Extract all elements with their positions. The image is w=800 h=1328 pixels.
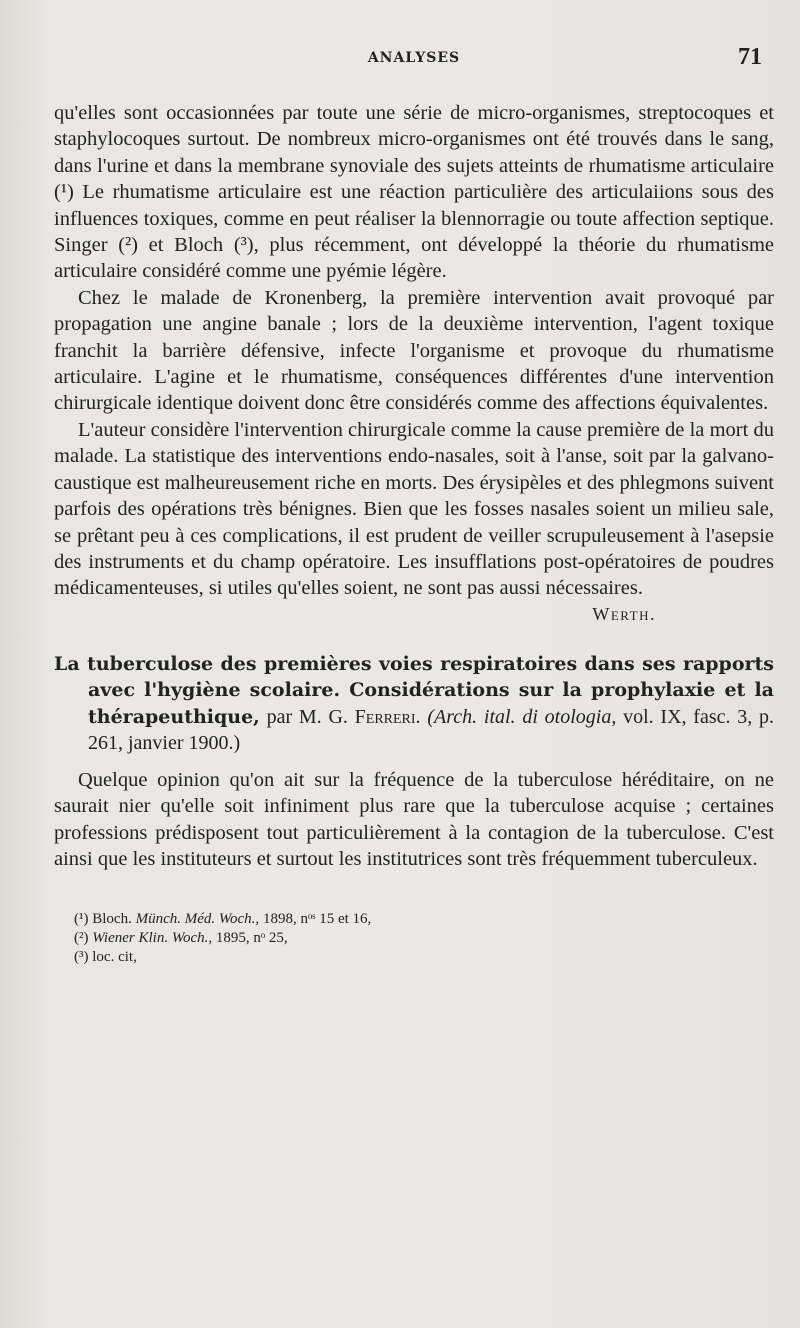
footnote-source: Bloch. [92, 911, 132, 928]
footnote-detail: 1898, nᵒˢ 15 et 16, [262, 911, 372, 928]
footnote-marker: (¹) [74, 911, 89, 928]
paragraph: Chez le malade de Kronenberg, la première intervention avait provoqué par propagation une angine banale ; lors de la deuxième intervention, l'agent toxique franchit la barrière défensive, infecte l'organisme et provoque du rhumatisme articulaire. L'agine et le rhumatisme, conséquences différentes d'une intervention chirurgicale identique doivent donc être considérés comme des affections équivalentes. [54, 286, 774, 415]
page-number: 71 [738, 44, 762, 70]
paragraph: Quelque opinion qu'on ait sur la fréquence de la tuberculose héréditaire, on ne saurait nier qu'elle soit infiniment plus rare que la tuberculose acquise ; certaines professions prédisposent tout particulièrement à la contagion de la tuberculose. C'est ainsi que les instituteurs et surtout les institutrices sont très fréquemment tuberculeux. [54, 768, 774, 870]
footnote [74, 910, 774, 929]
article-journal: (Arch. ital. di otologia, [427, 705, 617, 728]
paragraph: L'auteur considère l'intervention chirurgicale comme la cause première de la mort du malade. La statistique des interventions endo-nasales, soit à l'anse, soit par la galvano-caustique est malheureusement riche en morts. Des érysipèles et des phlegmons suivent parfois des opérations très bénignes. Bien que les fosses nasales soient un milieu sale, se prêtant peu à ces complications, il est prudent de veiller scrupuleusement à l'asepsie des instruments et du champ opératoire. Les insufflations post-opératoires de poudres médicamenteuses, si utiles qu'elles soient, ne sont pas aussi nécessaires. [54, 418, 774, 600]
article-body [54, 767, 774, 873]
footnote-marker: (³) [74, 949, 89, 966]
footnote-journal: Wiener Klin. Woch., [92, 930, 213, 947]
page-header [54, 44, 774, 88]
running-head: ANALYSES [367, 50, 461, 66]
footnotes [54, 910, 774, 967]
article-heading [54, 651, 774, 757]
signature: Werth. [592, 603, 656, 624]
footnote [74, 948, 774, 967]
footnote-detail: 1895, nᵒ 25, [215, 930, 288, 947]
article-author: M. G. Ferreri. [298, 705, 421, 728]
footnote-source: loc. cit, [92, 949, 137, 966]
footnote-marker: (²) [74, 930, 89, 947]
paragraph: qu'elles sont occasionnées par toute une série de micro-organismes, streptocoques et staphylocoques surtout. De nombreux micro-organismes ont été trouvés dans le sang, dans l'urine et dans la membrane synoviale des sujets atteints de rhumatisme articulaire (¹) Le rhumatisme articulaire est une réaction particulière des articulaiions sous des influences toxiques, comme en peut réaliser la blennorragie ou toute affection septique. Singer (²) et Bloch (³), plus récemment, ont développé la théorie du rhumatisme articulaire considéré comme une pyémie légère. [54, 102, 774, 283]
body-text [54, 100, 774, 602]
article-title: La tuberculose des premières voies respiratoires dans ses rapports avec l'hygiène scolaire. Considérations sur la prophylaxie et la thérapeuthique, [54, 652, 774, 728]
article-reference: vol. IX, fasc. 3, p. 261, janvier 1900.) [88, 705, 775, 755]
article-by: par [259, 705, 299, 728]
footnote-journal: Münch. Méd. Woch., [135, 911, 260, 928]
footnote [74, 929, 774, 948]
